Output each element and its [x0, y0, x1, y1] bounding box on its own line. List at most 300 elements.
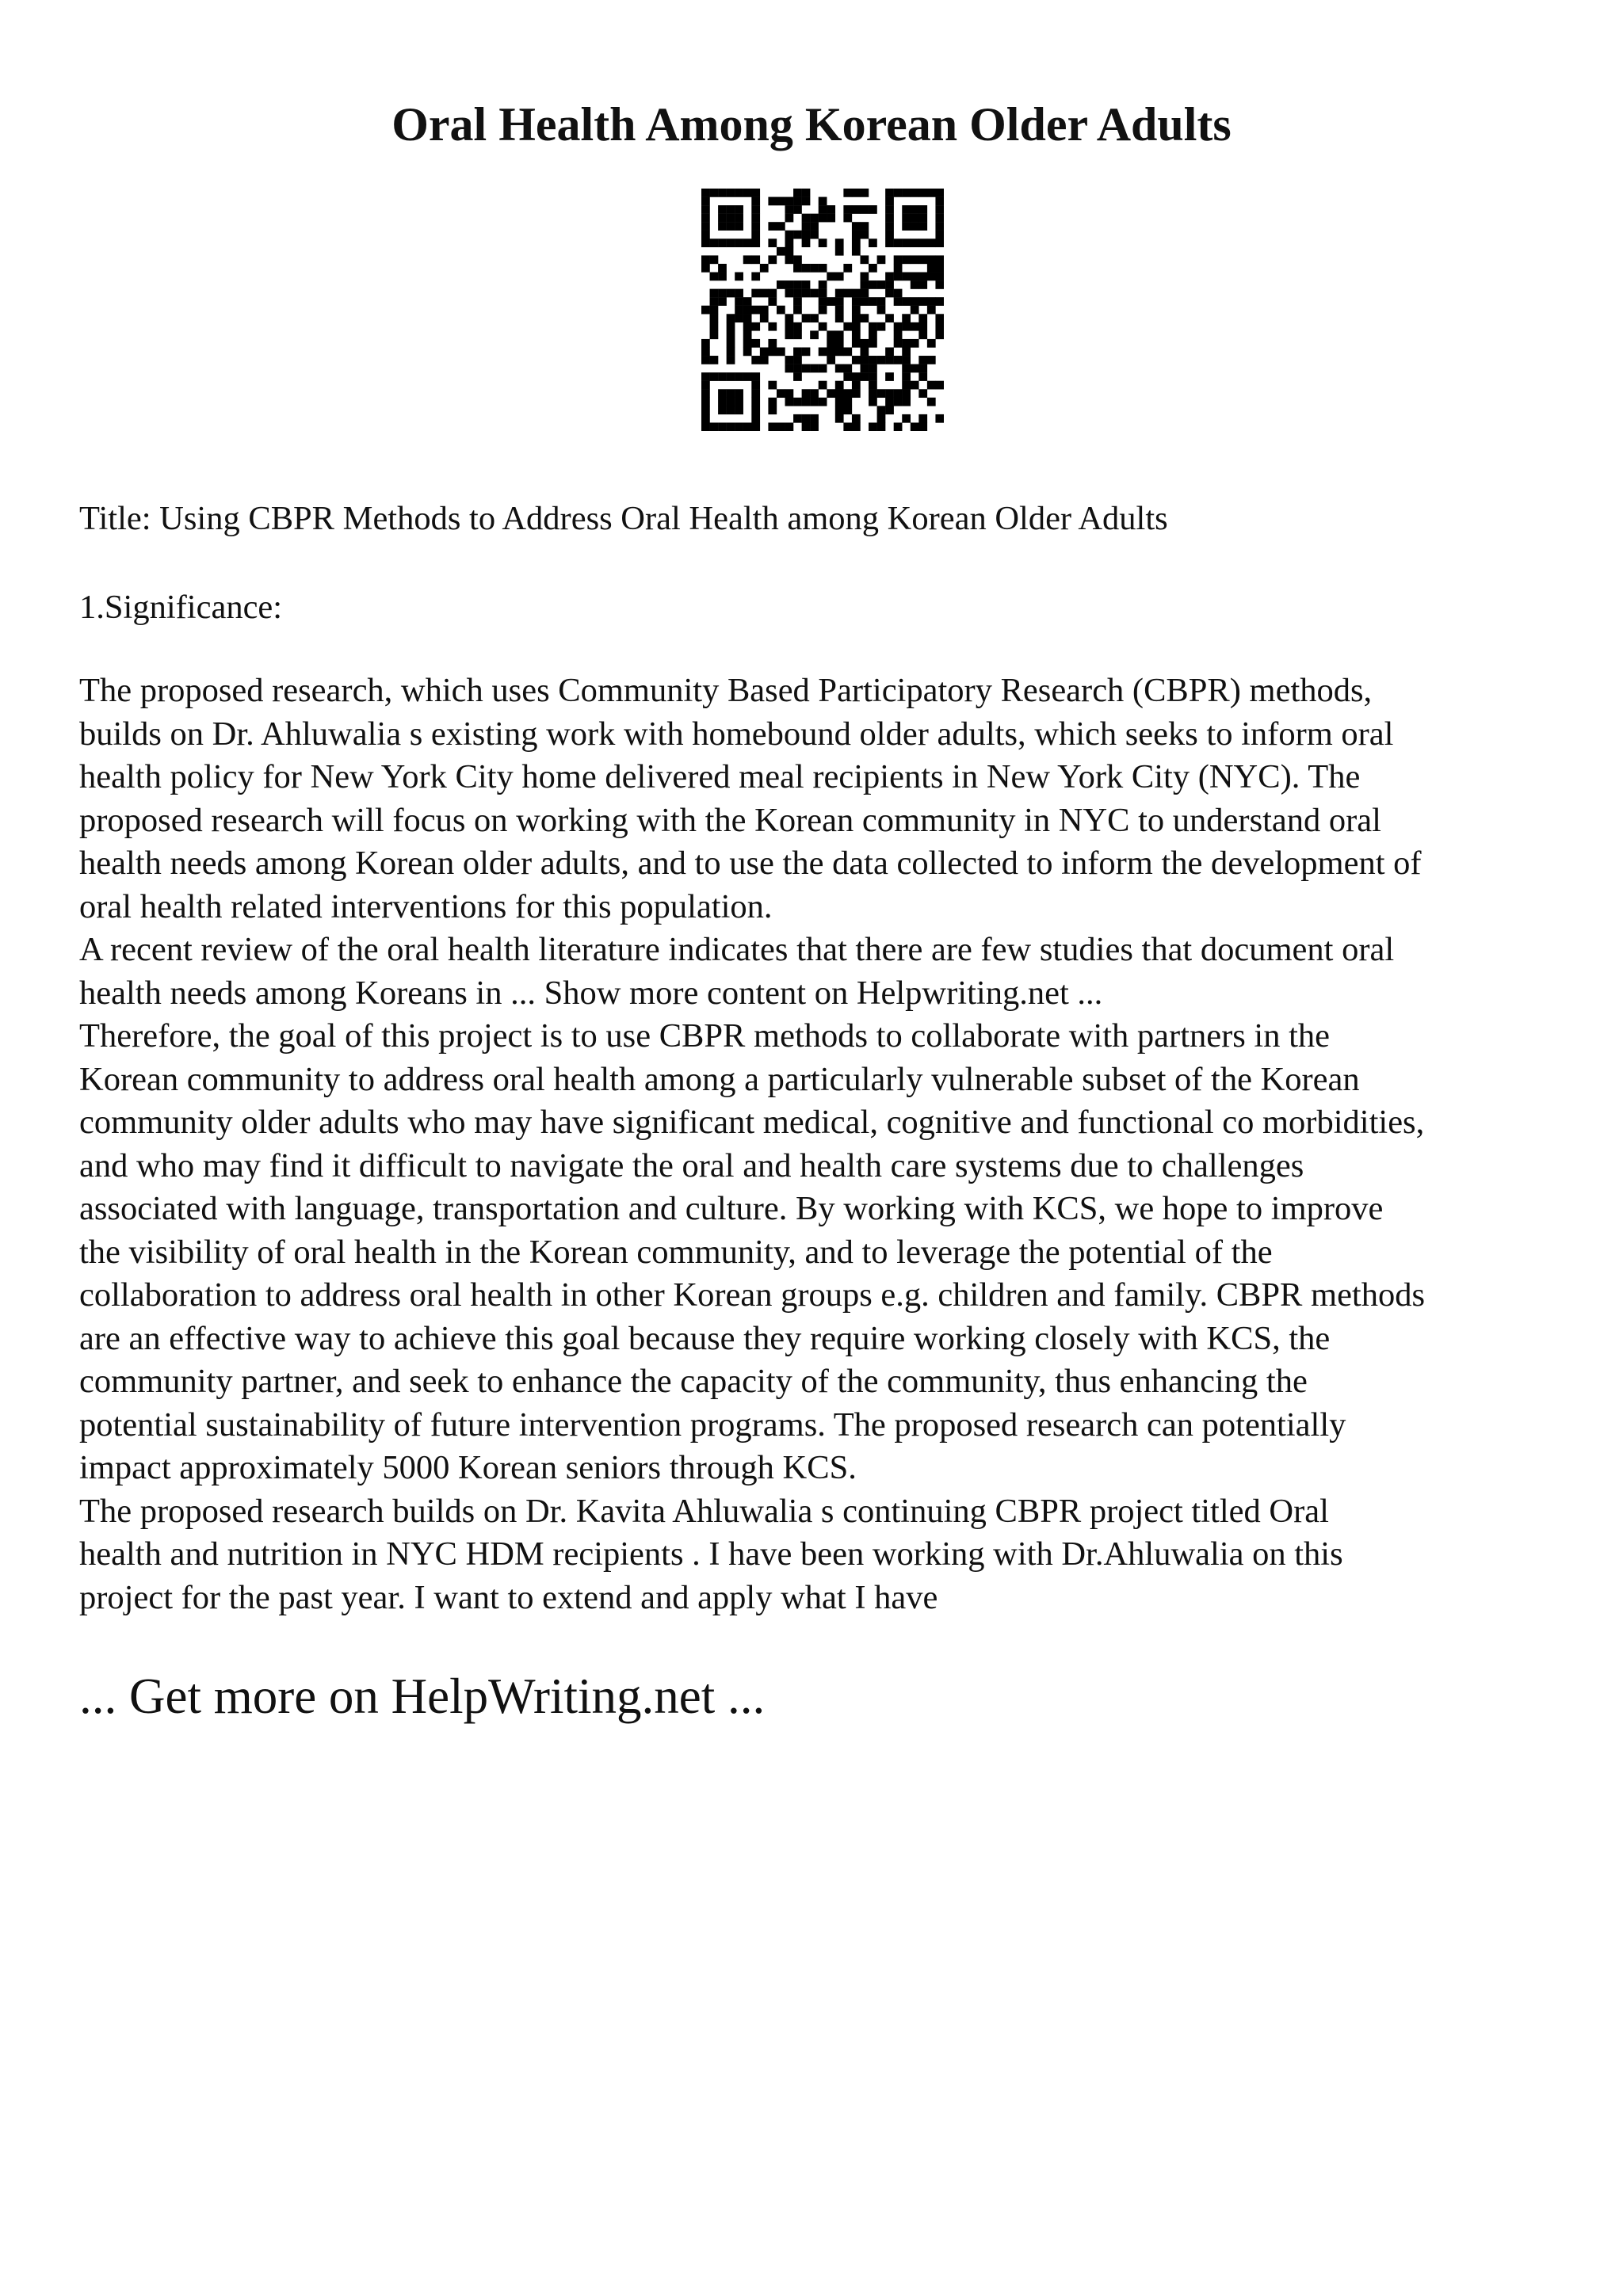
qr-module: [918, 356, 927, 364]
qr-module: [710, 238, 719, 247]
qr-module: [710, 314, 719, 322]
qr-module: [902, 189, 911, 197]
qr-code-icon[interactable]: [701, 189, 944, 431]
qr-module: [935, 381, 944, 390]
qr-module: [751, 189, 760, 197]
qr-module: [835, 297, 844, 306]
qr-module: [751, 205, 760, 214]
qr-module: [751, 289, 760, 298]
qr-module: [911, 189, 919, 197]
qr-module: [743, 189, 752, 197]
qr-module: [843, 398, 852, 406]
qr-module: [894, 398, 903, 406]
qr-module: [751, 255, 760, 264]
qr-module: [718, 238, 727, 247]
qr-module: [918, 389, 927, 398]
qr-module: [701, 189, 710, 197]
qr-module: [894, 322, 903, 331]
qr-module: [918, 238, 927, 247]
qr-module: [869, 297, 877, 306]
qr-module: [751, 406, 760, 414]
qr-module: [935, 222, 944, 231]
qr-module: [751, 238, 760, 247]
body-line: community older adults who may have significant medical, cognitive and functional co morbidities,: [79, 1104, 1425, 1141]
get-more-link[interactable]: ... Get more on HelpWriting.net ...: [79, 1669, 766, 1724]
qr-module: [777, 280, 785, 289]
qr-module: [810, 330, 819, 339]
qr-module: [793, 306, 802, 315]
qr-module: [911, 280, 919, 289]
qr-module: [810, 222, 819, 231]
qr-module: [835, 273, 844, 281]
qr-module: [777, 222, 785, 231]
qr-module: [827, 330, 835, 339]
qr-module: [935, 273, 944, 281]
qr-module: [785, 389, 794, 398]
qr-module: [911, 422, 919, 431]
qr-module: [777, 197, 785, 206]
qr-module: [768, 297, 777, 306]
qr-module: [735, 406, 743, 414]
qr-module: [802, 289, 811, 298]
qr-module: [902, 297, 911, 306]
qr-module: [902, 347, 911, 356]
qr-module: [785, 356, 794, 364]
body-line: and who may find it difficult to navigate the oral and health care systems due to challenges: [79, 1146, 1304, 1184]
qr-module: [852, 330, 861, 339]
qr-module: [927, 264, 936, 273]
qr-module: [768, 197, 777, 206]
qr-module: [927, 356, 936, 364]
qr-module: [727, 238, 735, 247]
qr-module: [935, 264, 944, 273]
qr-module: [843, 372, 852, 381]
qr-module: [743, 422, 752, 431]
qr-module: [827, 347, 835, 356]
qr-module: [727, 205, 735, 214]
qr-module: [935, 255, 944, 264]
qr-module: [927, 398, 936, 406]
body-line: oral health related interventions for this population.: [79, 887, 773, 925]
qr-module: [819, 197, 827, 206]
qr-module: [768, 398, 777, 406]
qr-module: [935, 197, 944, 206]
qr-module: [852, 231, 861, 239]
qr-module: [718, 406, 727, 414]
qr-module: [835, 398, 844, 406]
qr-module: [918, 322, 927, 331]
qr-module: [877, 297, 886, 306]
qr-module: [843, 422, 852, 431]
qr-module: [902, 255, 911, 264]
body-line: associated with language, transportation and culture. By working with KCS, we hope to improve: [79, 1190, 1384, 1227]
qr-module: [768, 347, 777, 356]
qr-module: [835, 339, 844, 348]
body-line: The proposed research, which uses Community Based Participatory Research (CBPR) methods,: [79, 672, 1373, 709]
qr-module: [810, 422, 819, 431]
qr-module: [793, 205, 802, 214]
qr-code-graphic: [701, 189, 944, 431]
qr-module: [877, 280, 886, 289]
qr-module: [911, 273, 919, 281]
qr-module: [727, 398, 735, 406]
qr-module: [802, 189, 811, 197]
qr-module: [935, 314, 944, 322]
qr-module: [727, 289, 735, 298]
qr-module: [785, 255, 794, 264]
qr-module: [894, 330, 903, 339]
qr-module: [819, 297, 827, 306]
qr-module: [810, 364, 819, 373]
qr-module: [819, 306, 827, 315]
qr-module: [869, 381, 877, 390]
qr-module: [911, 381, 919, 390]
qr-module: [760, 264, 769, 273]
qr-module: [802, 197, 811, 206]
qr-module: [877, 422, 886, 431]
qr-module: [827, 205, 835, 214]
qr-module: [927, 381, 936, 390]
qr-module: [885, 238, 894, 247]
qr-module: [885, 389, 894, 398]
qr-module: [885, 398, 894, 406]
qr-module: [701, 389, 710, 398]
qr-module: [935, 205, 944, 214]
qr-module: [710, 189, 719, 197]
qr-module: [819, 280, 827, 289]
document-subtitle: Title: Using CBPR Methods to Address Oral Health among Korean Older Adults: [79, 500, 1168, 537]
qr-module: [710, 273, 719, 281]
body-line: builds on Dr. Ahluwalia s existing work with homebound older adults, which seeks to inform oral: [79, 715, 1394, 753]
qr-module: [760, 289, 769, 298]
qr-module: [793, 414, 802, 423]
qr-module: [743, 297, 752, 306]
qr-module: [793, 398, 802, 406]
qr-module: [852, 297, 861, 306]
qr-module: [835, 414, 844, 423]
qr-module: [835, 381, 844, 390]
qr-module: [751, 322, 760, 331]
qr-module: [902, 381, 911, 390]
qr-module: [869, 280, 877, 289]
qr-module: [777, 306, 785, 315]
qr-module: [827, 214, 835, 223]
body-line: Korean community to address oral health among a particularly vulnerable subset of the Korean: [79, 1060, 1360, 1098]
qr-module: [843, 347, 852, 356]
body-text: [79, 669, 1569, 1619]
body-line: the visibility of oral health in the Korean community, and to leverage the potential of the: [79, 1233, 1273, 1271]
qr-module: [810, 289, 819, 298]
qr-module: [710, 330, 719, 339]
qr-module: [869, 322, 877, 331]
qr-module: [869, 356, 877, 364]
qr-module: [743, 339, 752, 348]
qr-module: [768, 339, 777, 348]
body-line: are an effective way to achieve this goal because they require working closely with KCS, the: [79, 1319, 1331, 1357]
qr-module: [835, 247, 844, 256]
qr-module: [760, 356, 769, 364]
qr-module: [860, 231, 869, 239]
qr-module: [760, 314, 769, 322]
qr-module: [727, 189, 735, 197]
qr-module: [751, 381, 760, 390]
qr-module: [718, 189, 727, 197]
qr-module: [735, 222, 743, 231]
qr-module: [911, 339, 919, 348]
qr-module: [927, 255, 936, 264]
qr-module: [911, 255, 919, 264]
qr-module: [710, 289, 719, 298]
qr-module: [751, 389, 760, 398]
qr-module: [710, 306, 719, 315]
qr-module: [894, 238, 903, 247]
qr-module: [860, 314, 869, 322]
qr-module: [751, 414, 760, 423]
qr-module: [885, 406, 894, 414]
qr-module: [718, 264, 727, 273]
qr-module: [735, 289, 743, 298]
qr-module: [701, 214, 710, 223]
qr-module: [902, 322, 911, 331]
qr-module: [810, 414, 819, 423]
qr-module: [793, 231, 802, 239]
qr-module: [860, 339, 869, 348]
qr-module: [751, 339, 760, 348]
qr-module: [718, 273, 727, 281]
qr-module: [701, 372, 710, 381]
qr-module: [918, 422, 927, 431]
qr-module: [902, 398, 911, 406]
qr-module: [869, 205, 877, 214]
qr-module: [735, 398, 743, 406]
qr-module: [902, 389, 911, 398]
body-line: The proposed research builds on Dr. Kavita Ahluwalia s continuing CBPR project titled Oral: [79, 1492, 1329, 1530]
qr-module: [911, 214, 919, 223]
qr-module: [785, 280, 794, 289]
body-line: health needs among Korean older adults, and to use the data collected to inform the development of: [79, 845, 1422, 882]
qr-module: [918, 222, 927, 231]
qr-module: [918, 255, 927, 264]
qr-module: [701, 197, 710, 206]
body-line: project for the past year. I want to extend and apply what I have: [79, 1578, 938, 1616]
qr-module: [902, 364, 911, 373]
qr-module: [751, 372, 760, 381]
qr-module: [935, 330, 944, 339]
qr-module: [785, 197, 794, 206]
qr-module: [819, 381, 827, 390]
qr-module: [727, 330, 735, 339]
qr-module: [751, 356, 760, 364]
qr-module: [894, 356, 903, 364]
qr-module: [751, 214, 760, 223]
qr-module: [902, 414, 911, 423]
qr-module: [768, 381, 777, 390]
qr-module: [869, 339, 877, 348]
qr-module: [718, 222, 727, 231]
qr-module: [852, 381, 861, 390]
qr-module: [793, 264, 802, 273]
qr-module: [927, 273, 936, 281]
qr-module: [710, 356, 719, 364]
qr-module: [701, 347, 710, 356]
qr-module: [793, 364, 802, 373]
qr-module: [727, 314, 735, 322]
qr-module: [860, 273, 869, 281]
qr-module: [735, 297, 743, 306]
qr-module: [877, 406, 886, 414]
qr-module: [918, 189, 927, 197]
qr-module: [743, 330, 752, 339]
qr-module: [701, 205, 710, 214]
qr-module: [902, 238, 911, 247]
qr-module: [802, 264, 811, 273]
qr-module: [852, 306, 861, 315]
qr-module: [727, 372, 735, 381]
qr-module: [810, 231, 819, 239]
qr-module: [918, 280, 927, 289]
qr-module: [802, 314, 811, 322]
qr-module: [877, 306, 886, 315]
qr-module: [819, 289, 827, 298]
qr-module: [701, 238, 710, 247]
qr-module: [819, 264, 827, 273]
qr-module: [768, 255, 777, 264]
qr-module: [777, 347, 785, 356]
qr-module: [935, 297, 944, 306]
qr-module: [718, 205, 727, 214]
qr-module: [852, 314, 861, 322]
qr-module: [727, 339, 735, 348]
qr-module: [701, 414, 710, 423]
qr-module: [885, 214, 894, 223]
qr-module: [735, 306, 743, 315]
qr-module: [860, 289, 869, 298]
qr-module: [860, 372, 869, 381]
qr-module: [860, 222, 869, 231]
qr-module: [902, 222, 911, 231]
qr-module: [810, 314, 819, 322]
qr-module: [918, 414, 927, 423]
qr-module: [852, 356, 861, 364]
qr-module: [793, 330, 802, 339]
qr-module: [827, 297, 835, 306]
qr-module: [911, 297, 919, 306]
qr-module: [802, 398, 811, 406]
qr-module: [819, 364, 827, 373]
qr-module: [869, 422, 877, 431]
qr-module: [894, 289, 903, 298]
qr-module: [885, 314, 894, 322]
qr-module: [885, 347, 894, 356]
qr-module: [843, 214, 852, 223]
qr-module: [718, 297, 727, 306]
qr-module: [727, 406, 735, 414]
qr-module: [894, 297, 903, 306]
qr-module: [852, 189, 861, 197]
qr-module: [751, 222, 760, 231]
qr-module: [877, 389, 886, 398]
qr-module: [885, 356, 894, 364]
qr-module: [701, 398, 710, 406]
qr-module: [743, 347, 752, 356]
qr-module: [918, 297, 927, 306]
qr-module: [902, 273, 911, 281]
qr-module: [777, 247, 785, 256]
qr-module: [885, 289, 894, 298]
qr-module: [869, 372, 877, 381]
qr-module: [927, 238, 936, 247]
qr-module: [785, 314, 794, 322]
qr-module: [877, 414, 886, 423]
qr-module: [743, 255, 752, 264]
qr-module: [793, 372, 802, 381]
qr-module: [894, 339, 903, 348]
qr-module: [852, 247, 861, 256]
qr-module: [810, 389, 819, 398]
qr-module: [835, 406, 844, 414]
qr-module: [768, 238, 777, 247]
qr-module: [885, 280, 894, 289]
qr-module: [768, 406, 777, 414]
qr-module: [935, 322, 944, 331]
qr-module: [735, 389, 743, 398]
qr-module: [718, 372, 727, 381]
qr-module: [802, 422, 811, 431]
qr-module: [727, 356, 735, 364]
qr-module: [918, 205, 927, 214]
qr-module: [935, 214, 944, 223]
qr-module: [735, 238, 743, 247]
qr-module: [860, 255, 869, 264]
qr-module: [852, 389, 861, 398]
qr-module: [935, 280, 944, 289]
qr-module: [860, 297, 869, 306]
body-line: health needs among Koreans in ... Show more content on Helpwriting.net ...: [79, 974, 1103, 1012]
qr-module: [777, 389, 785, 398]
qr-module: [894, 422, 903, 431]
qr-module: [935, 231, 944, 239]
qr-module: [768, 422, 777, 431]
section-heading: 1.Significance:: [79, 589, 283, 626]
qr-module: [802, 414, 811, 423]
qr-module: [768, 322, 777, 331]
qr-module: [894, 389, 903, 398]
qr-module: [793, 322, 802, 331]
qr-module: [735, 372, 743, 381]
qr-module: [860, 347, 869, 356]
qr-module: [793, 289, 802, 298]
qr-module: [918, 273, 927, 281]
qr-module: [701, 381, 710, 390]
qr-module: [727, 322, 735, 331]
qr-module: [911, 238, 919, 247]
qr-module: [869, 389, 877, 398]
body-line: impact approximately 5000 Korean seniors through KCS.: [79, 1449, 857, 1486]
qr-module: [902, 214, 911, 223]
qr-module: [727, 222, 735, 231]
qr-module: [819, 238, 827, 247]
qr-module: [802, 231, 811, 239]
qr-module: [843, 406, 852, 414]
qr-module: [793, 347, 802, 356]
qr-module: [718, 398, 727, 406]
qr-module: [885, 372, 894, 381]
qr-module: [902, 339, 911, 348]
qr-module: [785, 238, 794, 247]
qr-module: [785, 398, 794, 406]
qr-module: [860, 356, 869, 364]
qr-module: [927, 339, 936, 348]
